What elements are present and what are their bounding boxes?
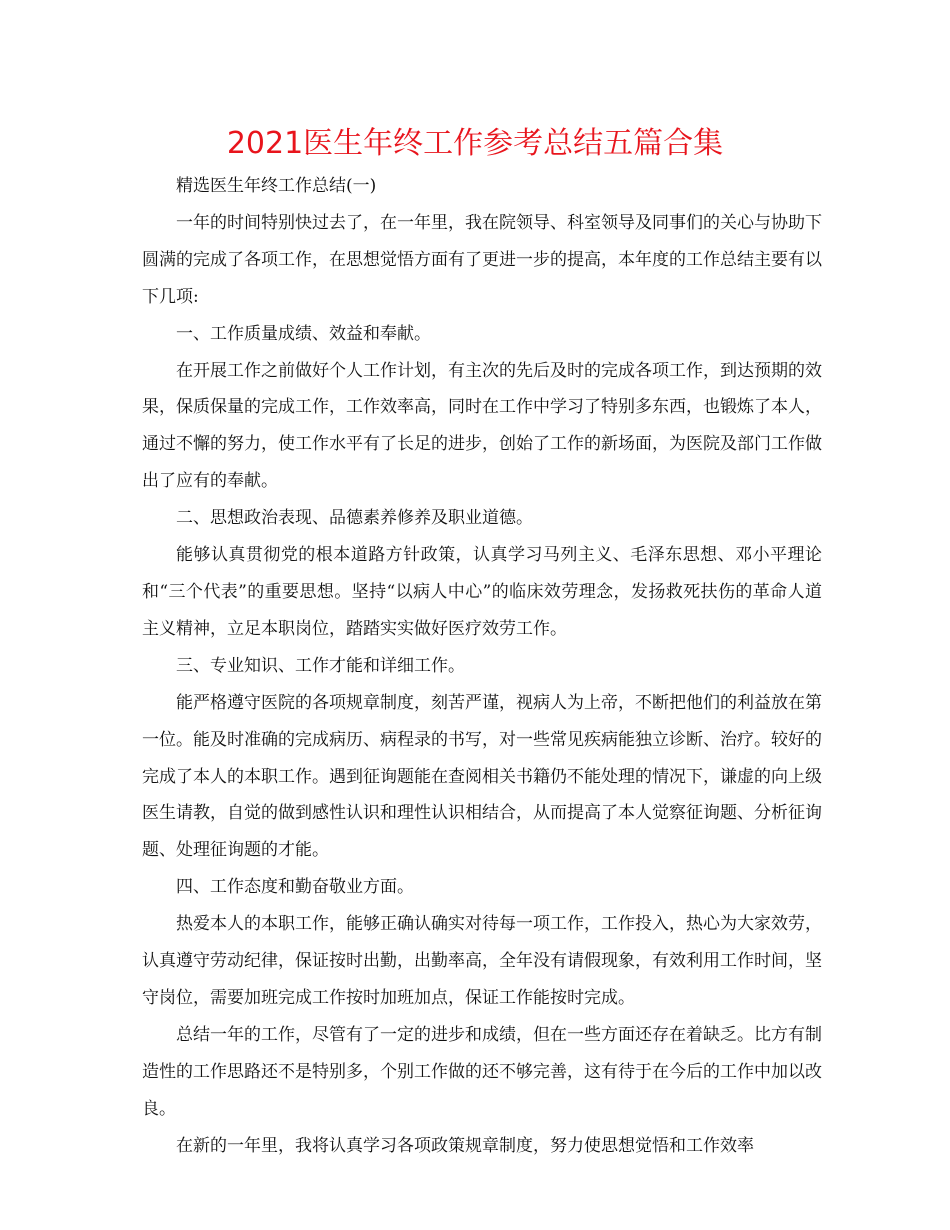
body-paragraph: 能够认真贯彻党的根本道路方针政策，认真学习马列主义、毛泽东思想、邓小平理论和“三个代表”的重要思想。坚持“以病人中心”的临床效劳理念，发扬救死扶伤的革命人道主义精神，立足本职岗位，踏踏实实做好医疗效劳工作。 <box>142 545 822 639</box>
section-heading: 一、工作质量成绩、效益和奉献。 <box>176 323 431 344</box>
section-heading: 二、思想政治表现、品德素养修养及职业道德。 <box>176 508 533 529</box>
section-heading: 四、工作态度和勤奋敬业方面。 <box>176 877 414 898</box>
document-title: 2021医生年终工作参考总结五篇合集 <box>226 126 724 161</box>
body-paragraph: 热爱本人的本职工作，能够正确认确实对待每一项工作，工作投入，热心为大家效劳，认真遵守劳动纪律，保证按时出勤，出勤率高，全年没有请假现象，有效利用工作时间，坚守岗位，需要加班完成工作按时加班加点，保证工作能按时完成。 <box>142 914 822 1008</box>
body-paragraph: 总结一年的工作，尽管有了一定的进步和成绩，但在一些方面还存在着缺乏。比方有制造性的工作思路还不是特别多，个别工作做的还不够完善，这有待于在今后的工作中加以改良。 <box>142 1024 822 1119</box>
body-paragraph: 在新的一年里，我将认真学习各项政策规章制度，努力使思想觉悟和工作效率 <box>176 1135 754 1156</box>
section-subtitle: 精选医生年终工作总结(一) <box>176 176 377 196</box>
body-paragraph: 在开展工作之前做好个人工作计划，有主次的先后及时的完成各项工作，到达预期的效果，保质保量的完成工作，工作效率高，同时在工作中学习了特别多东西，也锻炼了本人，通过不懈的努力，使工作水平有了长足的进步，创始了工作的新场面，为医院及部门工作做出了应有的奉献。 <box>142 360 822 492</box>
section-heading: 三、专业知识、工作才能和详细工作。 <box>176 655 465 676</box>
body-paragraph: 一年的时间特别快过去了，在一年里，我在院领导、科室领导及同事们的关心与协助下圆满的完成了各项工作，在思想觉悟方面有了更进一步的提高，本年度的工作总结主要有以下几项: <box>142 212 822 307</box>
body-paragraph: 能严格遵守医院的各项规章制度，刻苦严谨，视病人为上帝，不断把他们的利益放在第一位。能及时准确的完成病历、病程录的书写，对一些常见疾病能独立诊断、治疗。较好的完成了本人的本职工作。遇到征询题能在查阅相关书籍仍不能处理的情况下，谦虚的向上级医生请教，自觉的做到感性认识和理性认识相结合，从而提高了本人觉察征询题、分析征询题、处理征询题的才能。 <box>142 692 822 861</box>
document-body <box>142 168 822 1164</box>
